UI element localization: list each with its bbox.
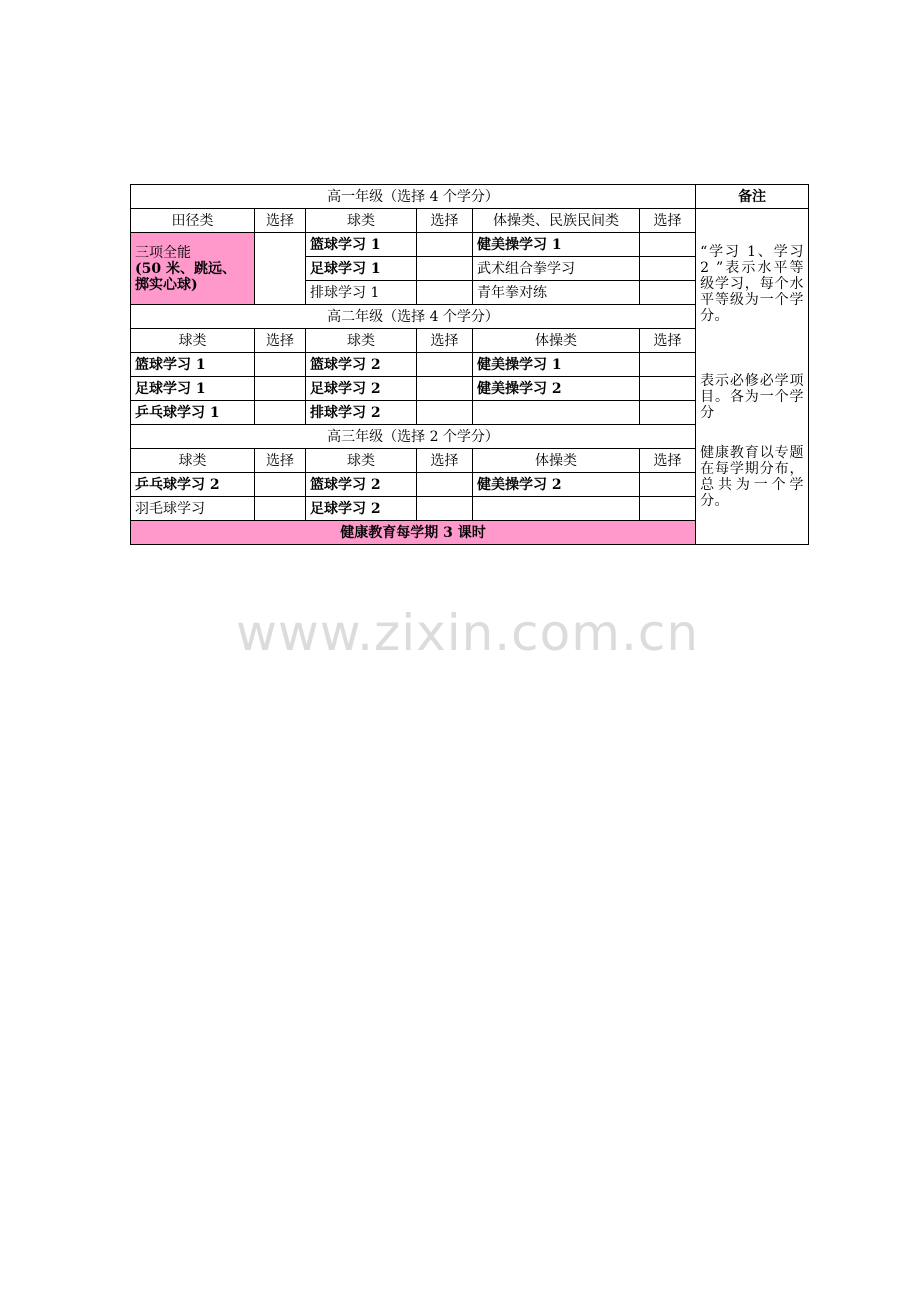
course-item bbox=[473, 497, 640, 521]
select-cell[interactable] bbox=[255, 401, 306, 425]
course-item: 健美操学习 1 bbox=[473, 233, 640, 257]
notes-cell bbox=[696, 209, 809, 545]
select-cell[interactable] bbox=[640, 497, 696, 521]
course-item bbox=[473, 401, 640, 425]
course-item: 乒乓球学习 1 bbox=[131, 401, 255, 425]
course-item: 足球学习 2 bbox=[306, 377, 417, 401]
course-item: 篮球学习 2 bbox=[306, 473, 417, 497]
course-item: 足球学习 1 bbox=[306, 257, 417, 281]
course-item: 健美操学习 2 bbox=[473, 377, 640, 401]
course-item: 篮球学习 1 bbox=[306, 233, 417, 257]
header-select: 选择 bbox=[255, 209, 306, 233]
header-ball: 球类 bbox=[306, 449, 417, 473]
select-cell[interactable] bbox=[640, 353, 696, 377]
select-cell[interactable] bbox=[417, 281, 473, 305]
select-cell[interactable] bbox=[640, 473, 696, 497]
course-item: 排球学习 2 bbox=[306, 401, 417, 425]
course-item: 足球学习 2 bbox=[306, 497, 417, 521]
course-item: 足球学习 1 bbox=[131, 377, 255, 401]
select-cell[interactable] bbox=[255, 353, 306, 377]
course-item: 篮球学习 2 bbox=[306, 353, 417, 377]
header-select: 选择 bbox=[417, 209, 473, 233]
triathlon-events-cont: 掷实心球) bbox=[135, 276, 198, 293]
select-cell[interactable] bbox=[640, 233, 696, 257]
select-cell[interactable] bbox=[255, 377, 306, 401]
header-ball: 球类 bbox=[306, 329, 417, 353]
select-cell[interactable] bbox=[640, 377, 696, 401]
select-cell[interactable] bbox=[255, 497, 306, 521]
course-item: 青年拳对练 bbox=[473, 281, 640, 305]
health-education-row: 健康教育每学期 3 课时 bbox=[131, 521, 696, 545]
course-item: 篮球学习 1 bbox=[131, 353, 255, 377]
header-select: 选择 bbox=[255, 329, 306, 353]
select-cell[interactable] bbox=[417, 473, 473, 497]
select-cell[interactable] bbox=[640, 401, 696, 425]
note-level-explanation: “学习 1、学习 2 ”表示水平等级学习，每个水平等级为一个学分。 bbox=[700, 244, 805, 324]
select-cell[interactable] bbox=[417, 257, 473, 281]
note-health-education: 健康教育以专题在每学期分布，总共为一个学分。 bbox=[700, 445, 805, 509]
header-select: 选择 bbox=[417, 449, 473, 473]
select-cell[interactable] bbox=[417, 233, 473, 257]
course-item: 武术组合拳学习 bbox=[473, 257, 640, 281]
header-ball: 球类 bbox=[306, 209, 417, 233]
triathlon-events: (50 米、跳远、 bbox=[135, 260, 236, 277]
header-select: 选择 bbox=[640, 329, 696, 353]
course-item: 健美操学习 2 bbox=[473, 473, 640, 497]
grade1-title: 高一年级（选择 4 个学分） bbox=[131, 185, 696, 209]
select-cell[interactable] bbox=[255, 233, 306, 305]
course-item: 健美操学习 1 bbox=[473, 353, 640, 377]
select-cell[interactable] bbox=[640, 257, 696, 281]
curriculum-table bbox=[130, 184, 809, 545]
watermark: www.zixin.com.cn bbox=[236, 604, 700, 662]
header-ball: 球类 bbox=[131, 449, 255, 473]
header-gymnastics-folk: 体操类、民族民间类 bbox=[473, 209, 640, 233]
select-cell[interactable] bbox=[417, 401, 473, 425]
select-cell[interactable] bbox=[417, 353, 473, 377]
course-item: 羽毛球学习 bbox=[131, 497, 255, 521]
header-select: 选择 bbox=[417, 329, 473, 353]
note-required-explanation: 表示必修必学项目。各为一个学分 bbox=[700, 373, 805, 421]
header-gymnastics: 体操类 bbox=[473, 449, 640, 473]
triathlon-cell bbox=[131, 233, 255, 305]
select-cell[interactable] bbox=[255, 473, 306, 497]
select-cell[interactable] bbox=[417, 377, 473, 401]
header-select: 选择 bbox=[640, 449, 696, 473]
header-select: 选择 bbox=[640, 209, 696, 233]
select-cell[interactable] bbox=[417, 497, 473, 521]
header-select: 选择 bbox=[255, 449, 306, 473]
header-gymnastics: 体操类 bbox=[473, 329, 640, 353]
header-ball: 球类 bbox=[131, 329, 255, 353]
course-item: 乒乓球学习 2 bbox=[131, 473, 255, 497]
header-track: 田径类 bbox=[131, 209, 255, 233]
triathlon-name: 三项全能 bbox=[135, 244, 191, 261]
select-cell[interactable] bbox=[640, 281, 696, 305]
course-item: 排球学习 1 bbox=[306, 281, 417, 305]
grade2-title: 高二年级（选择 4 个学分） bbox=[131, 305, 696, 329]
notes-header: 备注 bbox=[696, 185, 809, 209]
grade3-title: 高三年级（选择 2 个学分） bbox=[131, 425, 696, 449]
